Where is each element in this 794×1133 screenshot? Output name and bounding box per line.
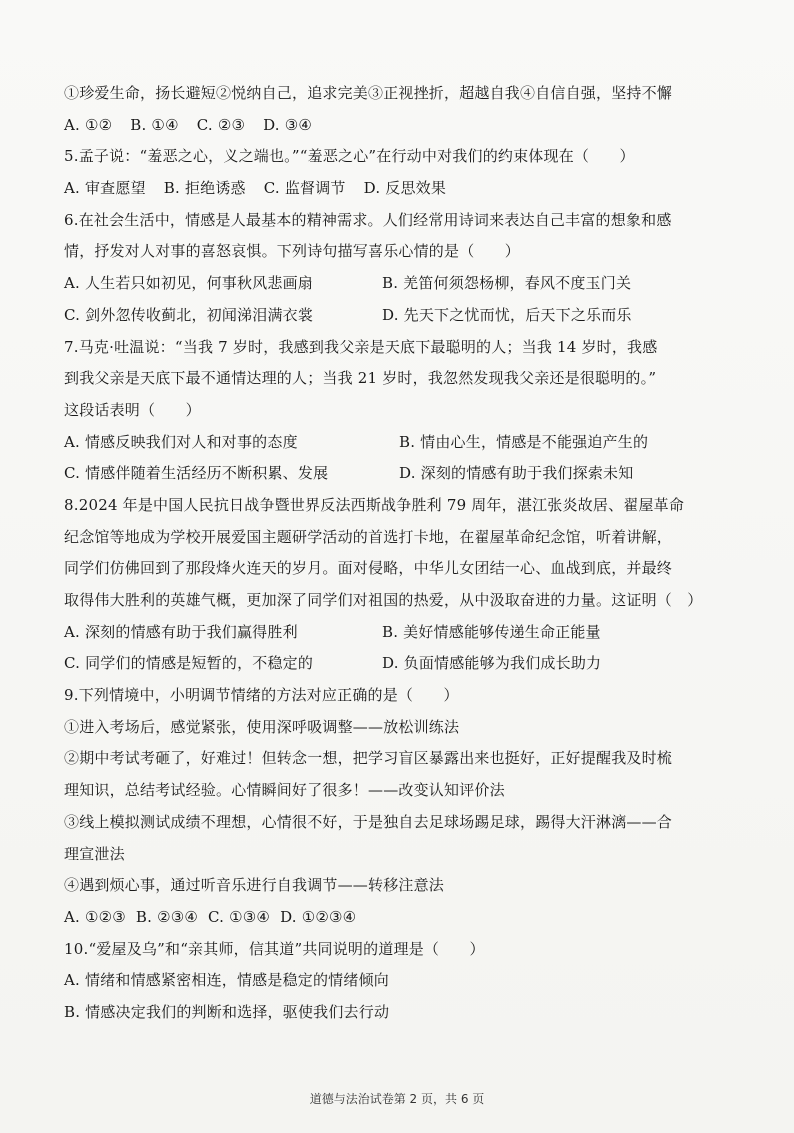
q4-choice-b: B. ①④ <box>130 115 179 134</box>
q9-item-1: ①进入考场后，感觉紧张，使用深呼吸调整——放松训练法 <box>64 717 460 736</box>
q9-choice-a: A. ①②③ <box>64 907 126 926</box>
q10-choice-a: A. 情绪和情感紧密相连，情感是稳定的情绪倾向 <box>64 971 389 990</box>
q9-item-2-line-1: ②期中考试考砸了，好难过！但转念一想，把学习盲区暴露出来也挺好，正好提醒我及时梳 <box>64 749 673 768</box>
q6-choices-cd <box>64 300 744 332</box>
q6-stem-line-2: 情，抒发对人对事的喜怒哀惧。下列诗句描写喜乐心情的是（ ） <box>64 242 521 261</box>
q8-stem-line-1: 8.2024 年是中国人民抗日战争暨世界反法西斯战争胜利 79 周年，湛江张炎故居、翟屋革命 <box>64 495 685 514</box>
q6-choice-d: D. 先天下之忧而忧，后天下之乐而乐 <box>382 305 632 324</box>
q8-choice-c: C. 同学们的情感是短暂的，不稳定的 <box>64 654 314 673</box>
q6-choice-a: A. 人生若只如初见，何事秋风悲画扇 <box>64 274 313 293</box>
q7-choice-c: C. 情感伴随着生活经历不断积累、发展 <box>64 464 329 483</box>
q9-choice-b: B. ②③④ <box>135 907 199 926</box>
q8-choice-d: D. 负面情感能够为我们成长助力 <box>382 654 602 673</box>
q8-stem-line-2: 纪念馆等地成为学校开展爱国主题研学活动的首选打卡地，在翟屋革命纪念馆，听着讲解， <box>64 527 673 546</box>
q5-choice-a: A. 审查愿望 <box>64 179 146 198</box>
q4-statements: ①珍爱生命，扬长避短②悦纳自己，追求完美③正视挫折，超越自我④自信自强，坚持不懈 <box>64 84 673 102</box>
q6-choices-ab <box>64 268 744 300</box>
q9-choices <box>64 902 744 934</box>
q4-choices <box>64 110 744 142</box>
q8-choice-b: B. 美好情感能够传递生命正能量 <box>382 622 601 641</box>
q5-stem: 5.孟子说：“羞恶之心，义之端也。”“羞恶之心”在行动中对我们的约束体现在（ ） <box>64 147 635 166</box>
q7-stem-line-1: 7.马克·吐温说：“当我 7 岁时，我感到我父亲是天底下最聪明的人；当我 14 岁时，我感 <box>64 337 658 356</box>
q9-choice-d: D. ①②③④ <box>280 907 357 926</box>
q7-choices-ab <box>64 427 744 459</box>
q7-choice-a: A. 情感反映我们对人和对事的态度 <box>64 432 298 451</box>
q8-choices-ab <box>64 617 744 649</box>
q4-choice-c: C. ②③ <box>196 115 246 134</box>
q8-stem-line-3: 同学们仿佛回到了那段烽火连天的岁月。面对侵略，中华儿女团结一心、血战到底，并最终 <box>64 559 673 578</box>
q9-item-3-line-1: ③线上模拟测试成绩不理想，心情很不好，于是独自去足球场踢足球，踢得大汗淋漓——合 <box>64 812 673 831</box>
q7-choice-b: B. 情由心生，情感是不能强迫产生的 <box>399 432 649 451</box>
q8-choice-a: A. 深刻的情感有助于我们赢得胜利 <box>64 622 298 641</box>
q7-stem-line-2: 到我父亲是天底下最不通情达理的人；当我 21 岁时，我忽然发现我父亲还是很聪明的。” <box>64 369 657 388</box>
q4-choice-d: D. ③④ <box>263 115 313 134</box>
q10-choice-b: B. 情感决定我们的判断和选择，驱使我们去行动 <box>64 1002 390 1021</box>
q7-choice-d: D. 深刻的情感有助于我们探索未知 <box>399 464 634 483</box>
q4-choice-a: A. ①② <box>64 115 113 134</box>
q5-choice-c: C. 监督调节 <box>263 179 346 198</box>
q9-item-2-line-2: 理知识，总结考试经验。心情瞬间好了很多！——改变认知评价法 <box>64 781 505 800</box>
q9-item-3-line-2: 理宣泄法 <box>64 844 125 863</box>
q7-choices-cd <box>64 458 744 490</box>
q9-item-4: ④遇到烦心事，通过听音乐进行自我调节——转移注意法 <box>64 876 445 895</box>
q6-stem-line-1: 6.在社会生活中，情感是人最基本的精神需求。人们经常用诗词来表达自己丰富的想象和感 <box>64 210 672 229</box>
q6-choice-b: B. 羌笛何须怨杨柳，春风不度玉门关 <box>382 274 632 293</box>
q5-choice-b: B. 拒绝诱惑 <box>163 179 246 198</box>
q9-stem: 9.下列情境中，小明调节情绪的方法对应正确的是（ ） <box>64 686 459 705</box>
q6-choice-c: C. 剑外忽传收蓟北，初闻涕泪满衣裳 <box>64 305 314 324</box>
q9-choice-c: C. ①③④ <box>208 907 271 926</box>
q8-stem-line-4: 取得伟大胜利的英雄气概，更加深了同学们对祖国的热爱，从中汲取奋进的力量。这证明（ ） <box>64 591 703 609</box>
page-footer: 道德与法治试卷第 2 页，共 6 页 <box>309 1092 485 1106</box>
q5-choice-d: D. 反思效果 <box>363 179 447 198</box>
q5-choices <box>64 173 744 205</box>
q8-choices-cd <box>64 648 744 680</box>
q10-stem: 10.“爱屋及乌”和“亲其师，信其道”共同说明的道理是（ ） <box>64 939 485 958</box>
exam-content <box>64 78 744 1029</box>
q7-stem-line-3: 这段话表明（ ） <box>64 400 201 419</box>
